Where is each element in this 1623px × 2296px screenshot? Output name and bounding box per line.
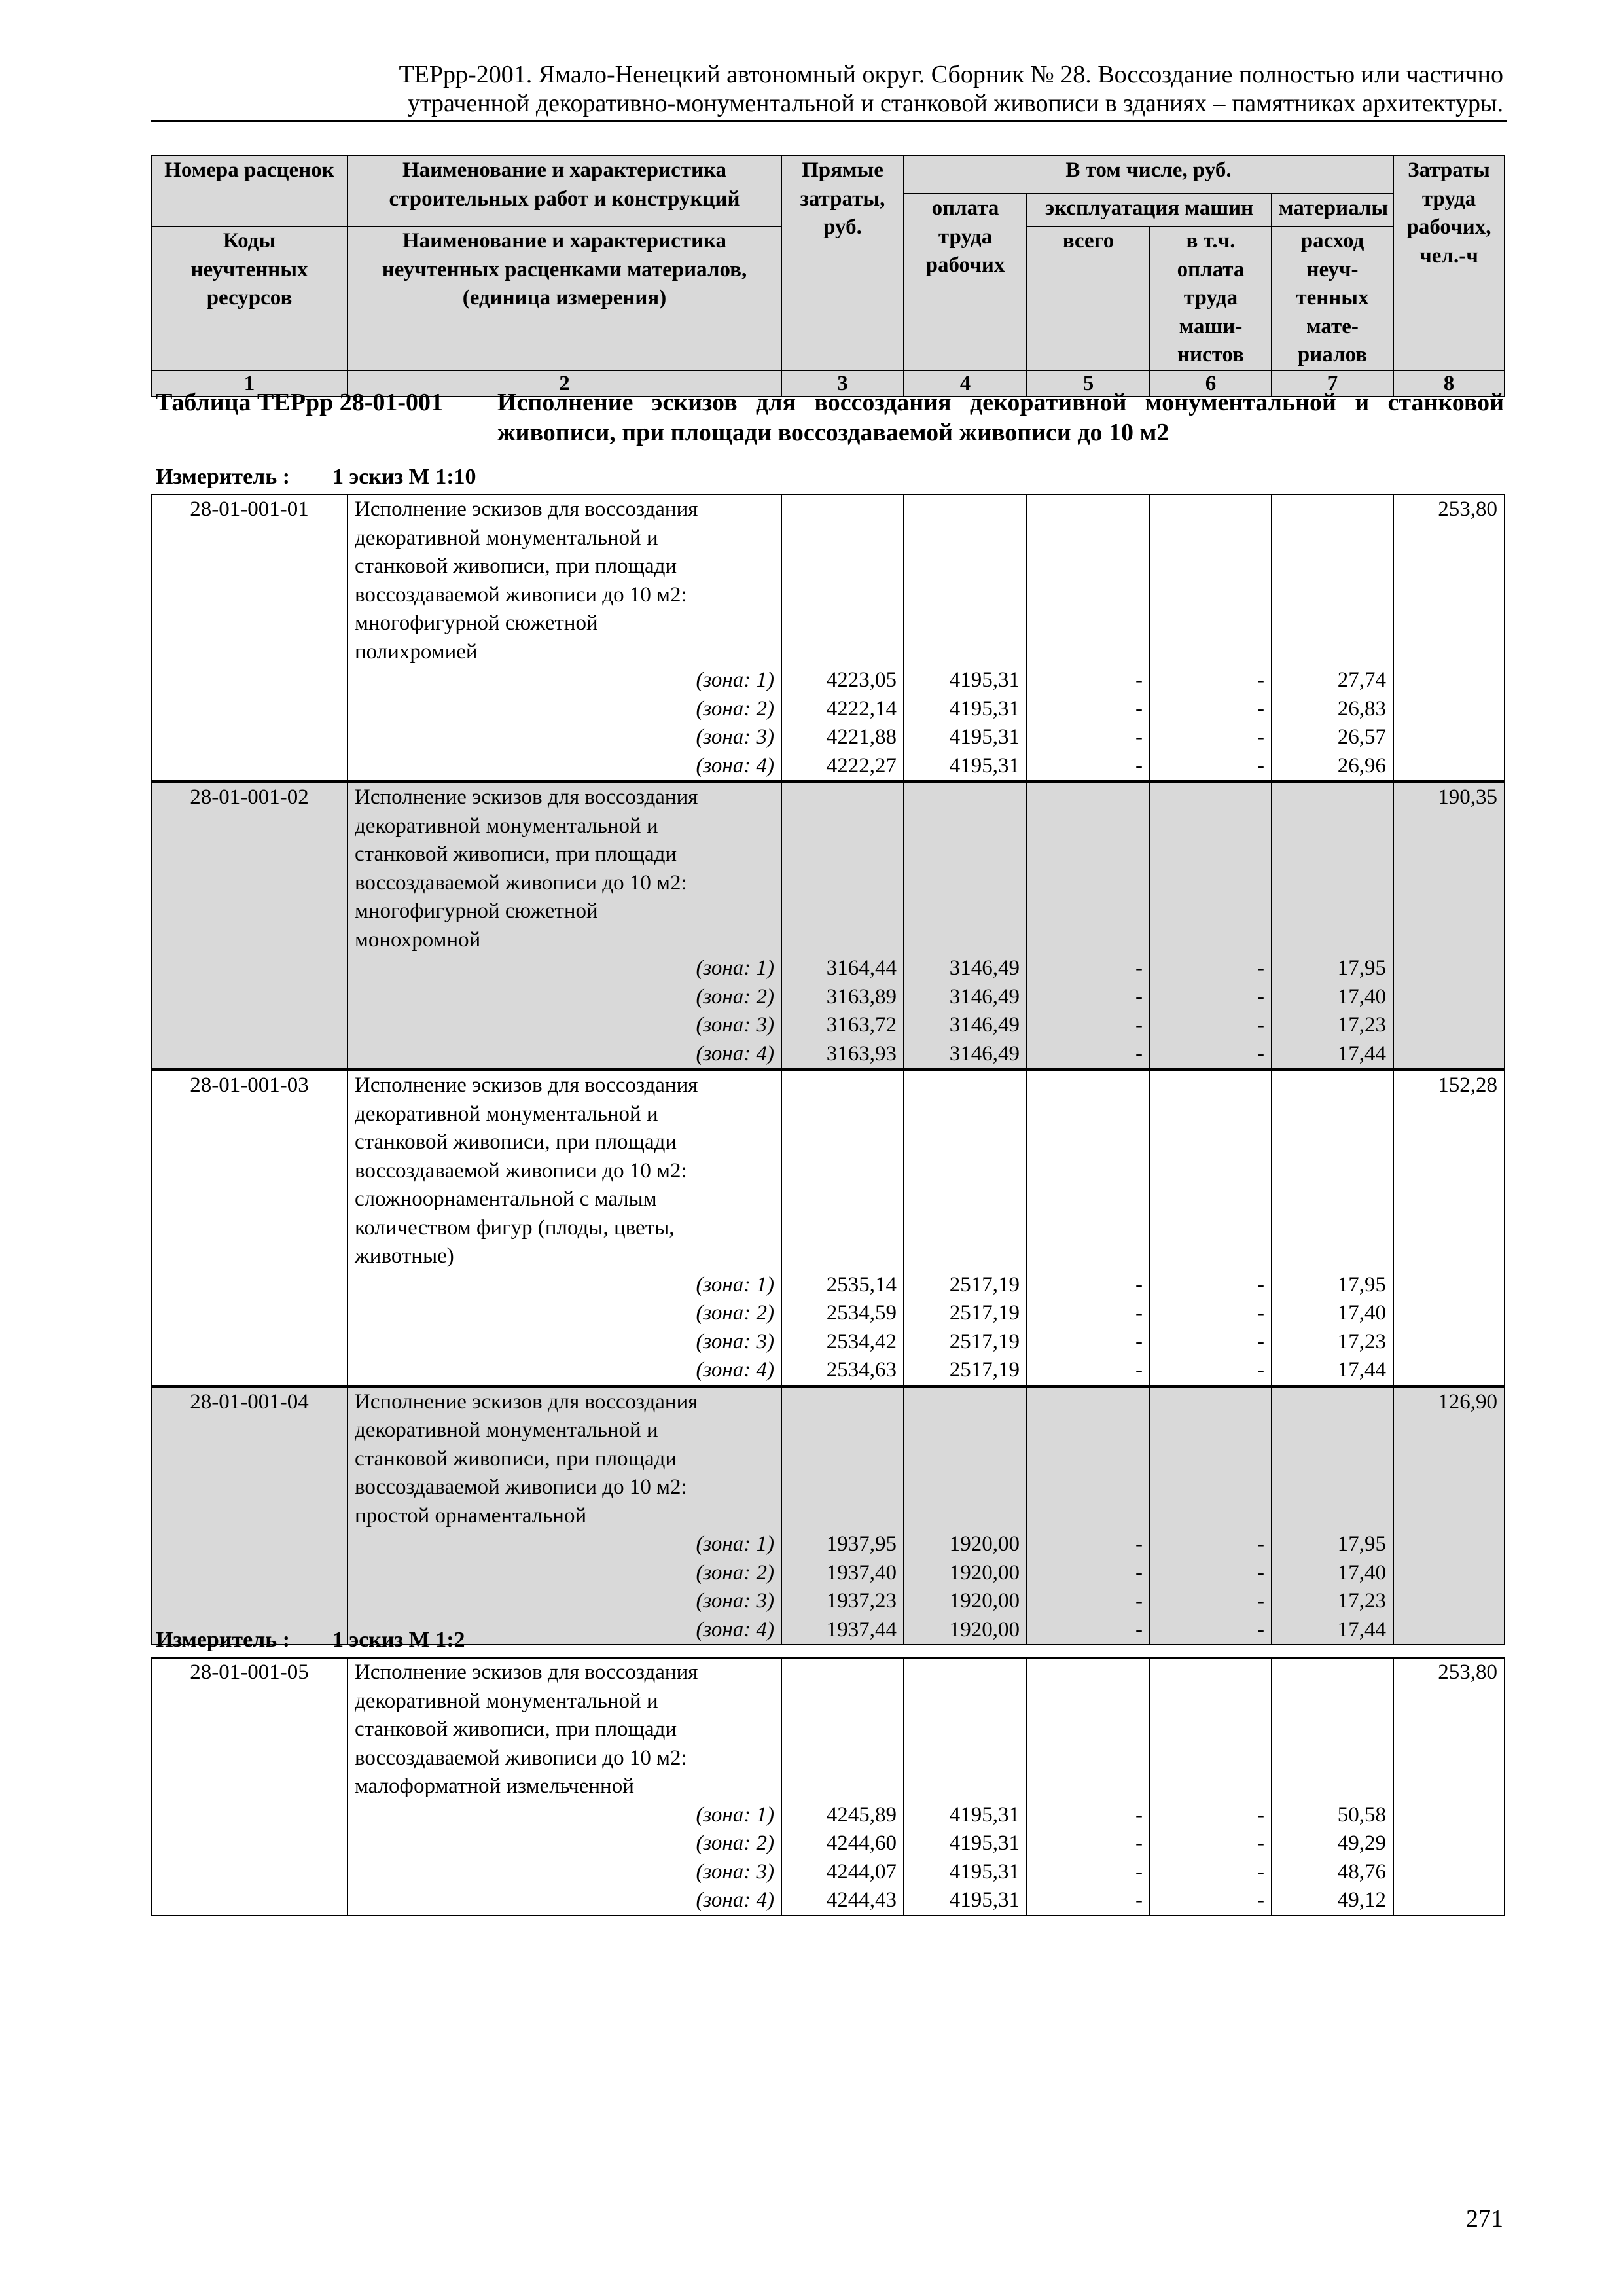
materials-value: 17,23 — [1337, 1329, 1386, 1354]
labor-costs — [1393, 1386, 1505, 1645]
rate-code-text: 28-01-001-05 — [190, 1660, 309, 1684]
materials-value: 17,40 — [1337, 1560, 1386, 1585]
machines-value: - — [1135, 1803, 1143, 1827]
value-direct — [781, 1658, 904, 1916]
direct-value: 4244,07 — [826, 1859, 897, 1884]
value-machinists — [1150, 782, 1272, 1070]
column-number: 6 — [1150, 370, 1272, 397]
zone-label: (зона: 2) — [696, 1560, 774, 1585]
description-line: Исполнение эскизов для воссоздания — [355, 1660, 698, 1684]
description-line: сложноорнаментальной с малым — [355, 1187, 657, 1211]
machines-value: - — [1135, 984, 1143, 1009]
header-work-name: Наименование и характеристика строительных работ и конструкций — [348, 156, 781, 226]
materials-value: 26,57 — [1337, 725, 1386, 749]
value-materials — [1272, 1658, 1393, 1916]
rate-row — [151, 1070, 1505, 1387]
column-header-table — [151, 155, 1505, 397]
description-line: многофигурной сюжетной — [355, 899, 598, 923]
wages-value: 2517,19 — [949, 1329, 1020, 1354]
rate-description — [348, 1070, 781, 1387]
value-machinists — [1150, 1386, 1272, 1645]
machinists-value: - — [1257, 753, 1264, 778]
running-header — [151, 60, 1503, 118]
column-number: 1 — [151, 370, 348, 397]
value-machinists — [1150, 495, 1272, 782]
header-machinist-wages: в т.ч. оплата труда маши- нистов — [1150, 226, 1272, 370]
unit-of-measure-2 — [156, 1628, 465, 1653]
materials-value: 17,95 — [1337, 956, 1386, 980]
description-line: многофигурной сюжетной — [355, 611, 598, 635]
labor-costs-value: 253,80 — [1438, 1660, 1497, 1684]
rate-row — [151, 782, 1505, 1070]
page-number: 271 — [1466, 2205, 1503, 2233]
direct-value: 4244,43 — [826, 1888, 897, 1912]
rate-row — [151, 495, 1505, 782]
wages-value: 3146,49 — [949, 1041, 1020, 1066]
rates-table-m1-10 — [151, 494, 1505, 1645]
description-line: декоративной монументальной и — [355, 1102, 658, 1126]
rate-row — [151, 1386, 1505, 1645]
machinists-value: - — [1257, 1301, 1264, 1325]
value-machines — [1027, 782, 1150, 1070]
column-number: 8 — [1393, 370, 1505, 397]
zone-label: (зона: 4) — [696, 1617, 774, 1641]
value-direct — [781, 782, 904, 1070]
header-materials: материалы — [1272, 194, 1393, 226]
value-wages — [904, 1658, 1027, 1916]
direct-value: 4222,27 — [826, 753, 897, 778]
zone-label: (зона: 3) — [696, 1329, 774, 1354]
description-line: простой орнаментальной — [355, 1503, 587, 1528]
description-line: воссоздаваемой живописи до 10 м2: — [355, 870, 687, 895]
description-line: полихромией — [355, 639, 478, 664]
machines-value: - — [1135, 1589, 1143, 1613]
zone-label: (зона: 4) — [696, 753, 774, 778]
direct-value: 3163,72 — [826, 1013, 897, 1037]
value-wages — [904, 782, 1027, 1070]
wages-value: 4195,31 — [949, 668, 1020, 692]
materials-value: 26,96 — [1337, 753, 1386, 778]
description-line: воссоздаваемой живописи до 10 м2: — [355, 583, 687, 607]
machinists-value: - — [1257, 1831, 1264, 1855]
running-header-line-2: утраченной декоративно-монументальной и станковой живописи в зданиях – памятниках архитектуры. — [407, 90, 1503, 117]
description-line: станковой живописи, при площади — [355, 1446, 677, 1471]
value-direct — [781, 495, 904, 782]
labor-costs — [1393, 495, 1505, 782]
direct-value: 1937,23 — [826, 1589, 897, 1613]
wages-value: 4195,31 — [949, 1831, 1020, 1855]
header-labor-costs: Затраты труда рабочих, чел.-ч — [1393, 156, 1505, 370]
column-number: 7 — [1272, 370, 1393, 397]
wages-value: 1920,00 — [949, 1560, 1020, 1585]
machines-value: - — [1135, 1301, 1143, 1325]
machinists-value: - — [1257, 1013, 1264, 1037]
zone-label: (зона: 3) — [696, 1013, 774, 1037]
column-number: 3 — [781, 370, 904, 397]
machinists-value: - — [1257, 1589, 1264, 1613]
rate-description — [348, 495, 781, 782]
direct-value: 2534,59 — [826, 1301, 897, 1325]
rate-code-text: 28-01-001-01 — [190, 497, 309, 521]
zone-label: (зона: 3) — [696, 1859, 774, 1884]
machines-value: - — [1135, 956, 1143, 980]
unit-of-measure-1 — [156, 465, 476, 490]
value-materials — [1272, 1386, 1393, 1645]
machines-value: - — [1135, 1831, 1143, 1855]
zone-label: (зона: 2) — [696, 696, 774, 721]
wages-value: 4195,31 — [949, 1888, 1020, 1912]
description-line: малоформатной измельченной — [355, 1774, 634, 1798]
zone-label: (зона: 1) — [696, 1272, 774, 1297]
value-machinists — [1150, 1658, 1272, 1916]
rates-table-m1-2 — [151, 1657, 1505, 1916]
machinists-value: - — [1257, 1617, 1264, 1641]
machines-value: - — [1135, 725, 1143, 749]
unit-label: Измеритель : — [156, 1628, 291, 1652]
wages-value: 2517,19 — [949, 1301, 1020, 1325]
materials-value: 27,74 — [1337, 668, 1386, 692]
machinists-value: - — [1257, 1532, 1264, 1556]
zone-label: (зона: 2) — [696, 984, 774, 1009]
materials-value: 48,76 — [1337, 1859, 1386, 1884]
machinists-value: - — [1257, 696, 1264, 721]
description-line: декоративной монументальной и — [355, 1689, 658, 1713]
direct-value: 1937,40 — [826, 1560, 897, 1585]
unit-label: Измеритель : — [156, 465, 291, 489]
materials-value: 17,95 — [1337, 1532, 1386, 1556]
machinists-value: - — [1257, 1859, 1264, 1884]
description-line: декоративной монументальной и — [355, 814, 658, 838]
zone-label: (зона: 4) — [696, 1888, 774, 1912]
zone-label: (зона: 4) — [696, 1358, 774, 1382]
description-line: станковой живописи, при площади — [355, 554, 677, 578]
machinists-value: - — [1257, 1272, 1264, 1297]
machinists-value: - — [1257, 725, 1264, 749]
unit-value: 1 эскиз М 1:2 — [332, 1628, 465, 1652]
header-direct-costs: Прямые затраты, руб. — [781, 156, 904, 370]
machines-value: - — [1135, 1560, 1143, 1585]
value-machines — [1027, 1070, 1150, 1387]
description-line: животные) — [355, 1244, 454, 1268]
labor-costs-value: 253,80 — [1438, 497, 1497, 521]
rate-description — [348, 1658, 781, 1916]
materials-value: 17,95 — [1337, 1272, 1386, 1297]
direct-value: 4223,05 — [826, 668, 897, 692]
labor-costs-value: 190,35 — [1438, 785, 1497, 809]
unit-value: 1 эскиз М 1:10 — [332, 465, 476, 489]
wages-value: 3146,49 — [949, 984, 1020, 1009]
wages-value: 4195,31 — [949, 725, 1020, 749]
wages-value: 4195,31 — [949, 753, 1020, 778]
direct-value: 1937,44 — [826, 1617, 897, 1641]
machinists-value: - — [1257, 1803, 1264, 1827]
column-number: 5 — [1027, 370, 1150, 397]
direct-value: 3163,89 — [826, 984, 897, 1009]
machines-value: - — [1135, 1859, 1143, 1884]
description-line: Исполнение эскизов для воссоздания — [355, 785, 698, 809]
description-line: станковой живописи, при площади — [355, 842, 677, 866]
wages-value: 4195,31 — [949, 696, 1020, 721]
value-direct — [781, 1386, 904, 1645]
machines-value: - — [1135, 753, 1143, 778]
zone-label: (зона: 3) — [696, 725, 774, 749]
labor-costs-value: 152,28 — [1438, 1073, 1497, 1097]
materials-value: 17,44 — [1337, 1041, 1386, 1066]
zone-label: (зона: 1) — [696, 1803, 774, 1827]
rate-code-text: 28-01-001-04 — [190, 1390, 309, 1414]
column-number: 4 — [904, 370, 1027, 397]
machines-value: - — [1135, 1272, 1143, 1297]
direct-value: 1937,95 — [826, 1532, 897, 1556]
direct-value: 3163,93 — [826, 1041, 897, 1066]
description-line: Исполнение эскизов для воссоздания — [355, 1390, 698, 1414]
direct-value: 4222,14 — [826, 696, 897, 721]
table-title — [156, 387, 1504, 448]
machinists-value: - — [1257, 1888, 1264, 1912]
labor-costs — [1393, 782, 1505, 1070]
description-line: воссоздаваемой живописи до 10 м2: — [355, 1158, 687, 1183]
value-machines — [1027, 495, 1150, 782]
rate-code — [151, 782, 348, 1070]
zone-label: (зона: 2) — [696, 1301, 774, 1325]
machines-value: - — [1135, 668, 1143, 692]
description-line: станковой живописи, при площади — [355, 1130, 677, 1154]
value-materials — [1272, 1070, 1393, 1387]
wages-value: 4195,31 — [949, 1859, 1020, 1884]
value-machinists — [1150, 1070, 1272, 1387]
rate-code-text: 28-01-001-03 — [190, 1073, 309, 1097]
materials-value: 17,44 — [1337, 1358, 1386, 1382]
materials-value: 17,23 — [1337, 1013, 1386, 1037]
wages-value: 2517,19 — [949, 1358, 1020, 1382]
header-materials-name: Наименование и характеристика неучтенных расценками материалов, (единица измерения) — [348, 226, 781, 370]
materials-value: 49,12 — [1337, 1888, 1386, 1912]
description-line: станковой живописи, при площади — [355, 1717, 677, 1741]
description-line: количеством фигур (плоды, цветы, — [355, 1215, 675, 1240]
machinists-value: - — [1257, 1358, 1264, 1382]
labor-costs — [1393, 1070, 1505, 1387]
wages-value: 3146,49 — [949, 1013, 1020, 1037]
zone-label: (зона: 1) — [696, 1532, 774, 1556]
materials-value: 17,44 — [1337, 1617, 1386, 1641]
machines-value: - — [1135, 1358, 1143, 1382]
description-line: воссоздаваемой живописи до 10 м2: — [355, 1475, 687, 1499]
wages-value: 1920,00 — [949, 1617, 1020, 1641]
materials-value: 49,29 — [1337, 1831, 1386, 1855]
value-machines — [1027, 1658, 1150, 1916]
materials-value: 26,83 — [1337, 696, 1386, 721]
header-including: В том числе, руб. — [904, 156, 1393, 194]
direct-value: 4245,89 — [826, 1803, 897, 1827]
zone-label: (зона: 1) — [696, 668, 774, 692]
zone-label: (зона: 2) — [696, 1831, 774, 1855]
rate-code — [151, 1658, 348, 1916]
materials-value: 50,58 — [1337, 1803, 1386, 1827]
zone-label: (зона: 3) — [696, 1589, 774, 1613]
direct-value: 2534,63 — [826, 1358, 897, 1382]
table-code: Таблица ТЕРрр 28-01-001 — [156, 389, 444, 416]
header-machines-total: всего — [1027, 226, 1150, 370]
rate-code — [151, 1386, 348, 1645]
table-name: Исполнение эскизов для воссоздания декоративной монументальной и станковой живописи, при площади воссоздаваемой живописи до 10 м2 — [497, 389, 1504, 446]
direct-value: 4221,88 — [826, 725, 897, 749]
description-line: декоративной монументальной и — [355, 526, 658, 550]
rate-description — [348, 1386, 781, 1645]
machinists-value: - — [1257, 956, 1264, 980]
wages-value: 3146,49 — [949, 956, 1020, 980]
value-direct — [781, 1070, 904, 1387]
header-rule — [151, 120, 1507, 122]
machines-value: - — [1135, 1013, 1143, 1037]
rate-code-text: 28-01-001-02 — [190, 785, 309, 809]
running-header-line-1: ТЕРрр-2001. Ямало-Ненецкий автономный округ. Сборник № 28. Воссоздание полностью или частично — [399, 61, 1503, 88]
value-materials — [1272, 495, 1393, 782]
direct-value: 2534,42 — [826, 1329, 897, 1354]
value-wages — [904, 495, 1027, 782]
machinists-value: - — [1257, 1041, 1264, 1066]
machinists-value: - — [1257, 1329, 1264, 1354]
machinists-value: - — [1257, 984, 1264, 1009]
description-line: воссоздаваемой живописи до 10 м2: — [355, 1746, 687, 1770]
column-number: 2 — [348, 370, 781, 397]
value-wages — [904, 1386, 1027, 1645]
zone-label: (зона: 4) — [696, 1041, 774, 1066]
direct-value: 4244,60 — [826, 1831, 897, 1855]
materials-value: 17,40 — [1337, 1301, 1386, 1325]
machines-value: - — [1135, 1617, 1143, 1641]
value-machines — [1027, 1386, 1150, 1645]
header-machine-operation: эксплуатация машин — [1027, 194, 1272, 226]
direct-value: 3164,44 — [826, 956, 897, 980]
rate-code — [151, 1070, 348, 1387]
wages-value: 1920,00 — [949, 1589, 1020, 1613]
zone-label: (зона: 1) — [696, 956, 774, 980]
header-worker-wages: оплата труда рабочих — [904, 194, 1027, 370]
machines-value: - — [1135, 1888, 1143, 1912]
direct-value: 2535,14 — [826, 1272, 897, 1297]
value-wages — [904, 1070, 1027, 1387]
machines-value: - — [1135, 696, 1143, 721]
machines-value: - — [1135, 1329, 1143, 1354]
machinists-value: - — [1257, 1560, 1264, 1585]
description-line: Исполнение эскизов для воссоздания — [355, 497, 698, 521]
rate-row — [151, 1658, 1505, 1916]
machinists-value: - — [1257, 668, 1264, 692]
wages-value: 1920,00 — [949, 1532, 1020, 1556]
rate-description — [348, 782, 781, 1070]
description-line: монохромной — [355, 927, 481, 952]
header-rate-numbers: Номера расценок — [151, 156, 348, 226]
value-materials — [1272, 782, 1393, 1070]
machines-value: - — [1135, 1041, 1143, 1066]
materials-value: 17,23 — [1337, 1589, 1386, 1613]
machines-value: - — [1135, 1532, 1143, 1556]
header-unaccounted-materials: расход неуч- тенных мате- риалов — [1272, 226, 1393, 370]
materials-value: 17,40 — [1337, 984, 1386, 1009]
header-resource-codes: Коды неучтенных ресурсов — [151, 226, 348, 370]
rate-code — [151, 495, 348, 782]
description-line: Исполнение эскизов для воссоздания — [355, 1073, 698, 1097]
wages-value: 4195,31 — [949, 1803, 1020, 1827]
labor-costs — [1393, 1658, 1505, 1916]
wages-value: 2517,19 — [949, 1272, 1020, 1297]
description-line: декоративной монументальной и — [355, 1418, 658, 1442]
labor-costs-value: 126,90 — [1438, 1390, 1497, 1414]
